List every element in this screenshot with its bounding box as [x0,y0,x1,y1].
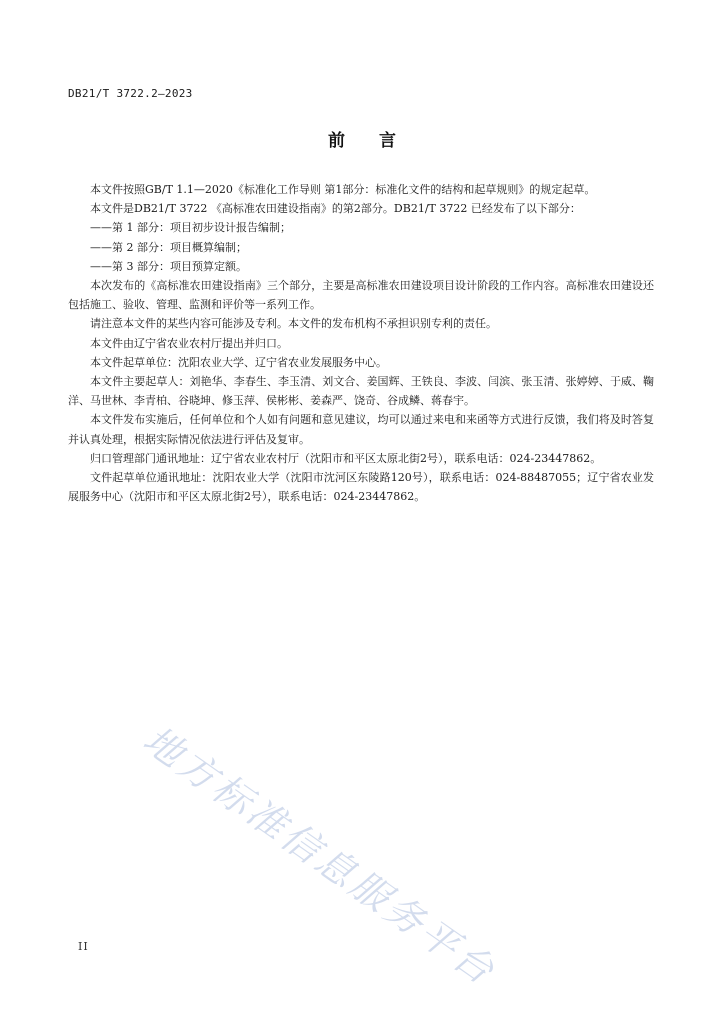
paragraph: 本文件是DB21/T 3722 《高标准农田建设指南》的第2部分。DB21/T 3722 已经发布了以下部分： [90,202,581,216]
paragraph: 本文件发布实施后，任何单位和个人如有问题和意见建议，均可以通过来电和来函等方式进行反馈，我们将及时答复并认真处理，根据实际情况依法进行评估及复审。 [68,413,654,446]
paragraph: 文件起草单位通讯地址：沈阳农业大学（沈阳市沈河区东陵路120号），联系电话：024-88487055；辽宁省农业发展服务中心（沈阳市和平区太原北街2号），联系电话：024-23447862。 [68,471,654,504]
page-title: 前言 [328,131,430,151]
page-number: II [78,940,89,953]
paragraph: 归口管理部门通讯地址：辽宁省农业农村厅（沈阳市和平区太原北街2号），联系电话：024-23447862。 [90,451,602,465]
paragraph: 本文件起草单位：沈阳农业大学、辽宁省农业发展服务中心。 [90,355,387,369]
paragraph: ——第 3 部分：项目预算定额。 [90,259,247,273]
watermark: 地方标准信息服务平台 [135,717,505,995]
paragraph: 本文件由辽宁省农业农村厅提出并归口。 [90,336,288,350]
paragraph: ——第 1 部分：项目初步设计报告编制； [90,221,291,235]
document-code: DB21/T 3722.2—2023 [68,87,193,100]
paragraph: 本文件主要起草人：刘艳华、李春生、李玉清、刘文合、姜国辉、王铁良、李波、闫滨、张玉清、张婷婷、于威、鞠洋、马世林、李青柏、谷晓坤、修玉萍、侯彬彬、姜森严、饶奇、谷成鳞、蒋春宇。 [68,375,654,408]
paragraph: ——第 2 部分：项目概算编制； [90,240,247,254]
paragraph: 本次发布的《高标准农田建设指南》三个部分，主要是高标准农田建设项目设计阶段的工作内容。高标准农田建设还包括施工、验收、管理、监测和评价等一系列工作。 [68,279,654,312]
paragraph: 本文件按照GB/T 1.1—2020《标准化工作导则 第1部分：标准化文件的结构和起草规则》的规定起草。 [90,183,596,196]
foreword-body [68,180,654,506]
paragraph: 请注意本文件的某些内容可能涉及专利。本文件的发布机构不承担识别专利的责任。 [90,317,497,331]
